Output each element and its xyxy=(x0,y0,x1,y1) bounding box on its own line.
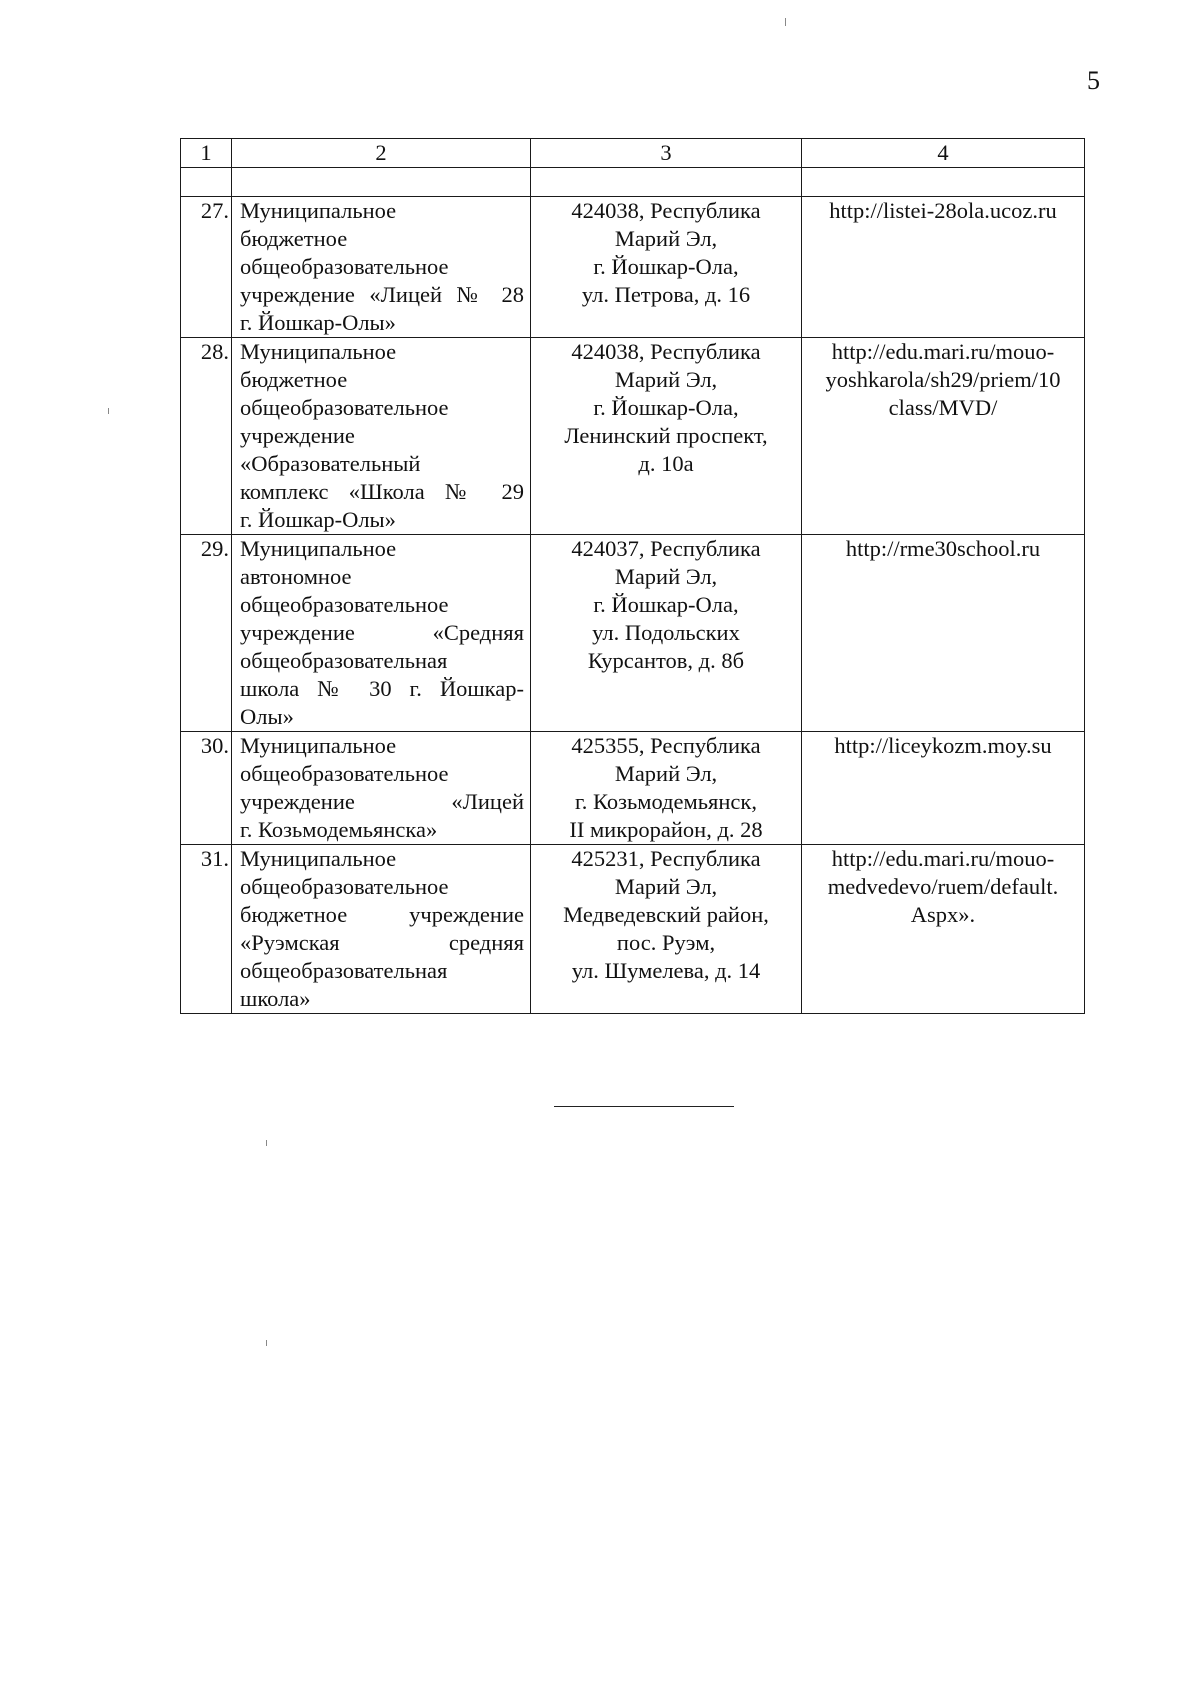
institution-address-line: пос. Руэм, xyxy=(616,930,716,955)
institution-website-line: class/MVD/ xyxy=(888,395,998,420)
institution-name xyxy=(232,197,531,338)
institution-name-line: учреждение «Лицей № 28 xyxy=(240,282,524,307)
institution-address xyxy=(531,535,802,732)
institution-name-line: общеобразовательное xyxy=(240,395,449,420)
institution-address-line: ул. Петрова, д. 16 xyxy=(581,282,751,307)
institution-name xyxy=(232,338,531,535)
table-row xyxy=(181,338,1085,535)
institution-address-line: Марий Эл, xyxy=(614,761,718,786)
institution-address-line: 424038, Республика xyxy=(571,198,761,223)
column-number-2: 2 xyxy=(232,139,531,168)
institution-address-line: 424037, Республика xyxy=(571,536,761,561)
institution-address-line: г. Йошкар-Ола, xyxy=(593,395,739,420)
row-number: 28. xyxy=(181,338,232,535)
institution-website-line: medvedevo/ruem/default. xyxy=(827,874,1059,899)
institution-name-line: комплекс «Школа № 29 xyxy=(240,479,524,504)
scan-speck xyxy=(266,1140,267,1146)
institution-address-line: Марий Эл, xyxy=(614,226,718,251)
institution-website xyxy=(802,845,1085,1014)
institution-address-line: Курсантов, д. 8б xyxy=(587,648,745,673)
institution-name-line: бюджетное xyxy=(240,226,348,251)
institution-address-line: Марий Эл, xyxy=(614,874,718,899)
institution-address-line: ул. Шумелева, д. 14 xyxy=(571,958,761,983)
row-number: 30. xyxy=(181,732,232,845)
institution-address-line: г. Йошкар-Ола, xyxy=(593,592,739,617)
institution-name-line: Муниципальное xyxy=(240,733,397,758)
scan-speck xyxy=(266,1340,267,1346)
closing-rule xyxy=(554,1106,734,1107)
institution-name-line: Муниципальное xyxy=(240,536,397,561)
institution-name-line: бюджетное xyxy=(240,367,348,392)
institution-website xyxy=(802,197,1085,338)
table-row xyxy=(181,732,1085,845)
table-row xyxy=(181,535,1085,732)
institution-name xyxy=(232,845,531,1014)
institution-address-line: Медведевский район, xyxy=(563,902,769,927)
institution-address-line: г. Козьмодемьянск, xyxy=(575,789,757,814)
institution-address-line: ул. Подольских xyxy=(592,620,740,645)
institution-name-line: учреждение «Лицей xyxy=(240,789,524,814)
institution-website xyxy=(802,535,1085,732)
institution-name-line: общеобразовательное xyxy=(240,254,449,279)
institution-address-line: г. Йошкар-Ола, xyxy=(593,254,739,279)
institution-website-line: http://liceykozm.moy.su xyxy=(834,733,1052,758)
institution-name-line: бюджетное учреждение xyxy=(240,902,524,927)
institution-address-line: 424038, Республика xyxy=(571,339,761,364)
table-spacer-row xyxy=(181,168,1085,197)
institution-name-line: г. Йошкар-Олы» xyxy=(240,507,396,532)
institution-website-line: http://rme30school.ru xyxy=(845,536,1041,561)
institution-name-line: общеобразовательное xyxy=(240,761,449,786)
institution-address-line: 425355, Республика xyxy=(571,733,761,758)
column-number-1: 1 xyxy=(181,139,232,168)
institution-website xyxy=(802,732,1085,845)
institution-name xyxy=(232,535,531,732)
institution-name-line: автономное xyxy=(240,564,352,589)
institution-website xyxy=(802,338,1085,535)
institution-name-line: общеобразовательное xyxy=(240,874,449,899)
institution-name-line: учреждение xyxy=(240,423,355,448)
institution-address xyxy=(531,845,802,1014)
institution-website-line: http://edu.mari.ru/mouo- xyxy=(831,846,1055,871)
table-row xyxy=(181,197,1085,338)
institution-address xyxy=(531,197,802,338)
institution-address-line: Марий Эл, xyxy=(614,367,718,392)
table-header-row xyxy=(181,139,1085,168)
institution-name-line: школа» xyxy=(240,986,311,1011)
page-number: 5 xyxy=(1087,66,1100,95)
row-number: 31. xyxy=(181,845,232,1014)
institution-name-line: Олы» xyxy=(240,704,294,729)
row-number: 27. xyxy=(181,197,232,338)
institution-website-line: http://edu.mari.ru/mouo- xyxy=(831,339,1055,364)
institution-name-line: учреждение «Средняя xyxy=(240,620,524,645)
institution-name-line: «Образовательный xyxy=(240,451,421,476)
institution-website-line: http://listei-28ola.ucoz.ru xyxy=(829,198,1057,223)
institution-address-line: д. 10а xyxy=(638,451,694,476)
institution-address xyxy=(531,338,802,535)
institution-address-line: 425231, Республика xyxy=(571,846,761,871)
scan-speck xyxy=(785,18,786,26)
institution-name xyxy=(232,732,531,845)
table-row xyxy=(181,845,1085,1014)
institution-name-line: общеобразовательное xyxy=(240,592,449,617)
schools-table xyxy=(180,138,1085,1014)
institution-name-line: Муниципальное xyxy=(240,846,397,871)
row-number: 29. xyxy=(181,535,232,732)
institution-name-line: школа № 30 г. Йошкар- xyxy=(240,676,524,701)
institution-address xyxy=(531,732,802,845)
institution-address-line: Ленинский проспект, xyxy=(564,423,768,448)
institution-address-line: Марий Эл, xyxy=(614,564,718,589)
institution-address-line: II микрорайон, д. 28 xyxy=(569,817,763,842)
scan-speck xyxy=(108,408,109,414)
institution-name-line: общеобразовательная xyxy=(240,648,448,673)
institution-name-line: г. Козьмодемьянска» xyxy=(240,817,438,842)
institution-website-line: yoshkarola/sh29/priem/10 xyxy=(825,367,1061,392)
institution-website-line: Aspx». xyxy=(910,902,976,927)
institution-name-line: г. Йошкар-Олы» xyxy=(240,310,396,335)
institution-name-line: Муниципальное xyxy=(240,339,397,364)
column-number-4: 4 xyxy=(802,139,1085,168)
institution-name-line: «Руэмская средняя xyxy=(240,930,524,955)
institution-name-line: Муниципальное xyxy=(240,198,397,223)
institution-name-line: общеобразовательная xyxy=(240,958,448,983)
column-number-3: 3 xyxy=(531,139,802,168)
